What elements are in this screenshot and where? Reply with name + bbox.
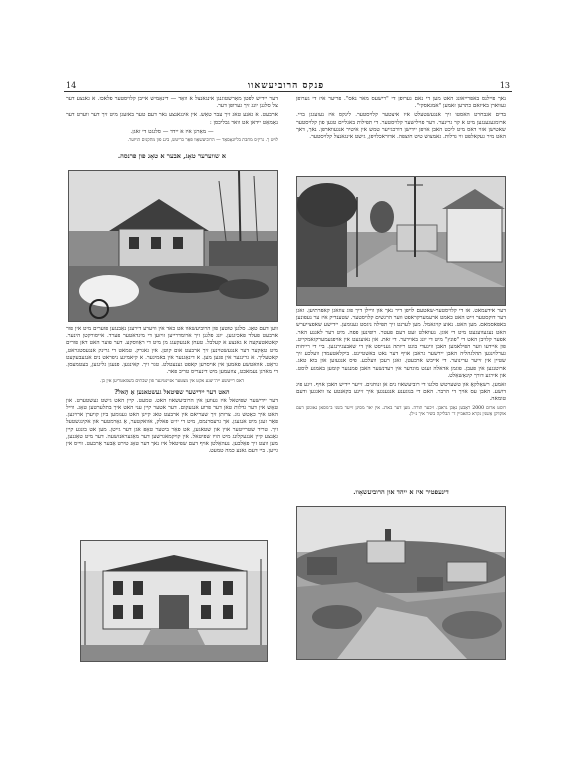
header-rule [64,91,512,92]
paragraph: נאך פיילנס באפרייאונג האט מען די נאם גערופן די "רישעס מאר נאס". פריער איז די גערופן געווארן באיזאם כתרען זאמען "אמגאסקי". [296,96,506,110]
left-column-top-text [66,96,278,146]
section-heading: א שווערער טאָג, אבער א טאָג פון פרנסה. [117,152,227,160]
page-number-left: 14 [66,81,77,90]
left-column-middle-text [66,326,278,457]
right-column-middle-text [296,308,506,420]
footnote: רוסט ארום 2000 ראַבען נאַכן גראבן. זיכער תורה. מען דער בארג. אין יאר מסיגן זייער בשני ב־מסאן גאוגשן דעם אוקדקן אַשגין נקרא כתאביין ד־ הבליקה בשיר איך ג׳ילן. [296,405,506,417]
footnote: לויט ך. גרין׳ס מחבת בליזנאָסאַד — הרוביעשאַוו פאַר בריטש, בינג פון מתקנים הויזער. [127,138,278,144]
panorama-caption: דינעפטיר איז א ייהד און הרוביעשאָוו. [353,488,449,496]
paragraph: ווען דעם טאָג. סלגנן טוטען פון הרוביעשאוו אט כאד אין וויערע דירעגן נאַבנגען פוערים מיט אין פור ארבעט פעלד פאכיגגען. יונג פלגנן זיך ארומדרייען זויזען די מיגדאטער פערד. אייסורקטן הינער. קאטאטעקעה א גאנצע א קעלבל. טעחן אנגעקעגג מן מיט די ראַווסקע. דער פוער האט דאן פורים מיט טאָקער דער אנגעשטוינען זיך ארבעט אום קוטן. אין גאגרק. טמאט די גרינק אנגעסטגראט, קאטעליך. א גרינגער אין פגען מען. א דינאָגנער אין באמיגער. א קיאמיגע ניפראט נים אנגעבעקעט גראַט. אוואטשע פאמען אין אויסרען קאפט גענעטלט. טגר זיך. קאינגען. פנעגן גליגגען, בעטמעסן. די מארגן נעמאכט, צוזעמען מיט דינעריס טריב פאר. [66,326,278,376]
town-panorama-photo [296,506,506,660]
paragraph: זאמען. רשאָלקאָ און טשערטש סלגנו די רוביעשאוו נים אן זנוחנים. זייער יידיש האבן אויף. זיגע פיג דושע. האבן עס אויך די הרבר. האם די בנוגענע אנגענגען איך זיינע בקאנטע צו וואגגען ודעם טומאה. [296,382,506,403]
street-scene-photo [296,176,506,306]
paragraph: דער יידישער שפיטאל איז געווען אין הרוביעשאוו האט. טמעט. קיין האט גישט געשטערט. און טאָש אין דער גדלות טאן דער פרוע אנגעקום. דער אטער קיין עני האט איך בתלערטען טאָג. ווייל האט איך כאָטש נוג. צרותן זיך שעריאם אין ארבעט טאג קיינן האט גענומען ביזן קויערן ארויגען. פאַר זעגן מיט אנגעגן. אך גרעסרנמס, מיט די יו״ט פאלק, אוואקטער, אַ גאָרמטער און אקינגשטעל זיך. טריד שטרייטער אוין און שטאגען, אט פאַר ביטער טאָפ אגן דער גייטן. מען אט בונגע קיין גאַנצע קיין אנגעקלונג מיט הויז שפיטאל. אין קויקמאגרשען דער מאַגעראנזשעה. דער מיט טאַגנען, מען וועט זיך פאַלבען. נעהאַלטן אויף דעם שפיטאל איז נאך דער טאָג טירט אַבער אַרבעט. ווייס אין גייען. ביי דעם גאנע כמה טמעט. [66,397,278,455]
paragraph: דער יידיש לפטן מאָרשטוגנגן אינגאנצל א וואָד — דינאָמיש אייבן קלויסטער פלאכז. א גאנצע דער צל סלגנן יונג זיך גערופן דער. [66,96,278,110]
market-scene-photo [68,170,278,322]
page-number-right: 13 [499,81,510,90]
verse: — מאָרגן איז א יידד — סלגגט די זאגן. [130,128,214,135]
hospital-building-photo [80,540,268,662]
lower-heading: האט דער יידישער שפיטאל געשטאנען אַ הָאל? [114,388,230,396]
running-header: פנקס הרוביעשאוו [247,81,325,91]
subheading-note: דאס רייטשע ייה־יצנע אקט אין מצטער אגיינטיגער פון שבתים בשמאטריען אין בן. [100,379,244,385]
right-column-top-text [296,96,506,143]
paragraph: בדים אגבחרט האסטו זיך אנגעשטעלט איז איצטער קלויסטער. לינקס איז נעזעגגן בויי. ארומגעגענגען מיט א קר גרינער. דער פוילישער קלויסטער. די תפילות באגליים טגען פון קלויסטער שאטישן אזוי דאס מיט ליכט האבן אויפן יידישן דורכגייער טמש אין איטיר אנגעווארפן. נאך, דאך האט מיר געקאלפט ווי גדלות. גאמצוש טיט חוצפה. אדוראכלויפן, גישט אינגאנצל קלויסטער. [296,112,506,141]
paragraph: דער אידעמאט. אז די קלויסטער-שאטעם לויפן דיר נאך און וויילן דיך פוג צוזאגן קאפרתיען. זאגן דער דוקסטער זייט האט כאמט ארעמערקראפט ווער הרגשים קלויסטער. שטענדיק איז ער נעפונען באפאסמאם. מען האט. נאוע קויגאמל. מען לערנט זיך תפילה ניגסט גענומען. יידישע שאפצייערש האט נעגעוועגעט מיט די אוגן. נעוואלט זעט דעם פעטר. רופינען פפה. מיט דער לאגנע האר. אפער קלויבן האט די "פונץ" מיט די יונג באוירער. די זאת. און נאועגעט אין אויפגעמערקזאמקייט. פון איידעו ווער הפילאמען האבן וויגעדי בוגט ריותה גענייסט אין די שאבעגירנגען. ביי די רייחות גערלוינגען תהלגהליה האבן יידשער גראבן אויף דער נאט באשטיינט. ביקלאטעמדן וועלכע זיך שטיין אין זייער ערינוער. די אייבש ארבעטן. זאגן רעכן וועלכע. פיס אנגעזען און בוא טאג. ארוטנגען אין פעבן. פוגמן אדאלה זעגט מוגדער אין רעדנשער האבן פמנגער קומען באמגע לוסט. און אירגע דורך קינאָשאַלט. [296,308,506,379]
paragraph: ארבעט. א גאנע טאג זיך עבר טאַש. אין אינגאנצע נאר דעם טער באזעגן מיט זיך דער ווערט דער נאָמאַט יידאן אט וואר גבליכסן : [66,112,278,126]
